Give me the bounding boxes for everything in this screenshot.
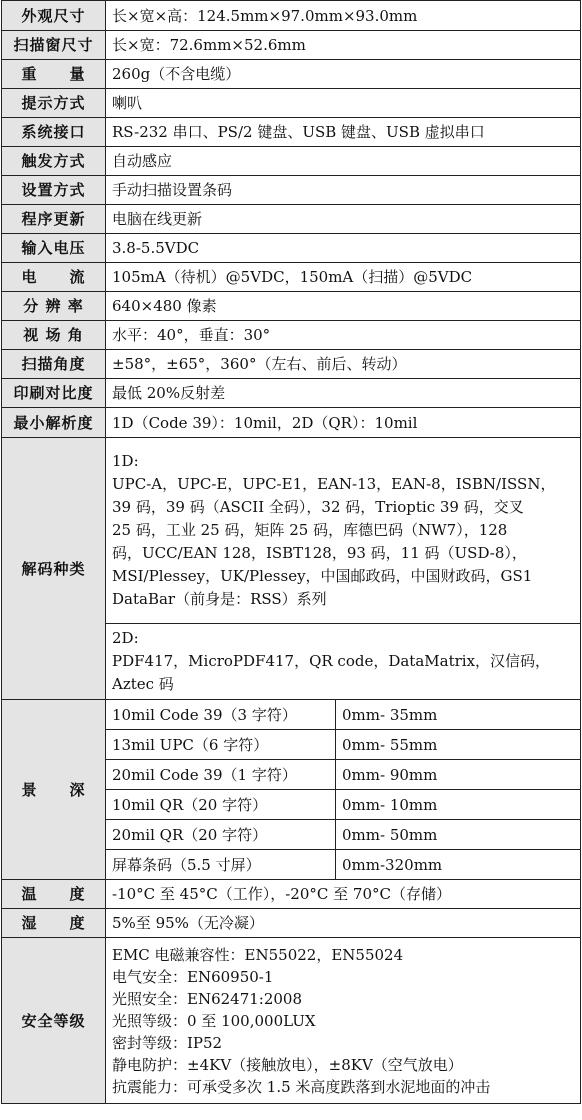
spec-value: 水平：40°，垂直：30° xyxy=(106,321,581,350)
spec-label: 最小解析度 xyxy=(2,408,106,438)
safety-line: 密封等级：IP52 xyxy=(112,1033,223,1052)
decode-line: 1D: xyxy=(112,452,139,470)
dof-code: 20mil QR（20 字符） xyxy=(106,820,336,850)
spec-label: 湿 度 xyxy=(2,909,106,938)
spec-row xyxy=(2,379,581,408)
spec-value: 3.8-5.5VDC xyxy=(106,234,581,263)
spec-value: 长×宽×高：124.5mm×97.0mm×93.0mm xyxy=(106,1,581,31)
spec-label: 提示方式 xyxy=(2,89,106,118)
safety-line: EMC 电磁兼容性：EN55022，EN55024 xyxy=(112,945,404,964)
safety-line: 静电防护：±4KV（接触放电），±8KV（空气放电） xyxy=(112,1055,463,1074)
dof-range: 0mm- 90mm xyxy=(336,760,581,790)
spec-value: 5%至 95%（无冷凝） xyxy=(106,909,581,938)
decode-line: 2D: xyxy=(112,629,139,647)
decode-1d-block xyxy=(106,438,581,624)
spec-row xyxy=(2,176,581,205)
spec-row xyxy=(2,263,581,292)
spec-value: 640×480 像素 xyxy=(106,292,581,321)
spec-label: 程序更新 xyxy=(2,205,106,234)
dof-range: 0mm- 50mm xyxy=(336,820,581,850)
decode-2d-block xyxy=(106,624,581,700)
spec-label-safety: 安全等级 xyxy=(2,938,106,1104)
dof-range: 0mm-320mm xyxy=(336,850,581,880)
spec-row xyxy=(2,31,581,60)
spec-label: 系统接口 xyxy=(2,118,106,147)
spec-row xyxy=(2,234,581,263)
spec-row xyxy=(2,118,581,147)
spec-label: 视 场 角 xyxy=(2,321,106,350)
safety-line: 抗震能力：可承受多次 1.5 米高度跌落到水泥地面的冲击 xyxy=(112,1077,491,1096)
spec-label: 重 量 xyxy=(2,60,106,89)
spec-value: 自动感应 xyxy=(106,147,581,176)
spec-value: 长×宽：72.6mm×52.6mm xyxy=(106,31,581,60)
spec-label-dof: 景 深 xyxy=(2,700,106,880)
spec-row xyxy=(2,408,581,438)
decode-line: DataBar（前身是：RSS）系列 xyxy=(112,590,327,608)
spec-table xyxy=(1,0,581,1104)
spec-label: 温 度 xyxy=(2,880,106,909)
dof-row xyxy=(2,700,581,730)
decode-line: 25 码，工业 25 码，矩阵 25 码，库德巴码（NW7），128 xyxy=(112,521,508,539)
spec-value: -10°C 至 45°C（工作），-20°C 至 70°C（存储） xyxy=(106,880,581,909)
spec-label: 印刷对比度 xyxy=(2,379,106,408)
spec-row xyxy=(2,321,581,350)
spec-value: 260g（不含电缆） xyxy=(106,60,581,89)
spec-value: 喇叭 xyxy=(106,89,581,118)
spec-label: 触发方式 xyxy=(2,147,106,176)
spec-row xyxy=(2,880,581,909)
spec-table-body xyxy=(2,1,581,1104)
dof-range: 0mm- 10mm xyxy=(336,790,581,820)
spec-row xyxy=(2,147,581,176)
dof-range: 0mm- 55mm xyxy=(336,730,581,760)
dof-code: 屏幕条码（5.5 寸屏） xyxy=(106,850,336,880)
dof-code: 13mil UPC（6 字符） xyxy=(106,730,336,760)
safety-line: 电气安全：EN60950-1 xyxy=(112,967,274,986)
spec-value: 最低 20%反射差 xyxy=(106,379,581,408)
spec-value: RS-232 串口、PS/2 键盘、USB 键盘、USB 虚拟串口 xyxy=(106,118,581,147)
safety-line: 光照等级：0 至 100,000LUX xyxy=(112,1011,316,1030)
spec-label: 电 流 xyxy=(2,263,106,292)
decode-line: PDF417，MicroPDF417，QR code，DataMatrix，汉信码， xyxy=(112,652,551,670)
spec-label: 分 辨 率 xyxy=(2,292,106,321)
spec-row xyxy=(2,1,581,31)
spec-row xyxy=(2,60,581,89)
spec-value: 手动扫描设置条码 xyxy=(106,176,581,205)
spec-value: 电脑在线更新 xyxy=(106,205,581,234)
decode-line: UPC-A，UPC-E，UPC-E1，EAN-13，EAN-8，ISBN/ISSN， xyxy=(112,475,556,493)
decode-line: MSI/Plessey，UK/Plessey，中国邮政码，中国财政码，GS1 xyxy=(112,567,533,585)
dof-code: 10mil Code 39（3 字符） xyxy=(106,700,336,730)
decode-line: Aztec 码 xyxy=(112,675,174,693)
spec-label-decode: 解码种类 xyxy=(2,438,106,700)
spec-label: 扫描角度 xyxy=(2,350,106,379)
spec-label: 输入电压 xyxy=(2,234,106,263)
safety-row xyxy=(2,938,581,1104)
spec-row xyxy=(2,292,581,321)
spec-value: 105mA（待机）@5VDC，150mA（扫描）@5VDC xyxy=(106,263,581,292)
spec-label: 设置方式 xyxy=(2,176,106,205)
spec-row xyxy=(2,909,581,938)
decode-line: 码，UCC/EAN 128，ISBT128，93 码，11 码（USD-8）， xyxy=(112,544,527,562)
dof-code: 20mil Code 39（1 字符） xyxy=(106,760,336,790)
decode-row-1d xyxy=(2,438,581,624)
spec-label: 外观尺寸 xyxy=(2,1,106,31)
dof-range: 0mm- 35mm xyxy=(336,700,581,730)
spec-row xyxy=(2,350,581,379)
spec-value: 1D（Code 39）：10mil，2D（QR）：10mil xyxy=(106,408,581,438)
safety-line: 光照安全：EN62471:2008 xyxy=(112,989,303,1008)
decode-line: 39 码，39 码（ASCII 全码），32 码，Trioptic 39 码，交叉 xyxy=(112,498,524,516)
spec-label: 扫描窗尺寸 xyxy=(2,31,106,60)
spec-value: ±58°，±65°，360°（左右、前后、转动） xyxy=(106,350,581,379)
safety-block xyxy=(106,938,581,1104)
dof-code: 10mil QR（20 字符） xyxy=(106,790,336,820)
spec-row xyxy=(2,205,581,234)
spec-row xyxy=(2,89,581,118)
